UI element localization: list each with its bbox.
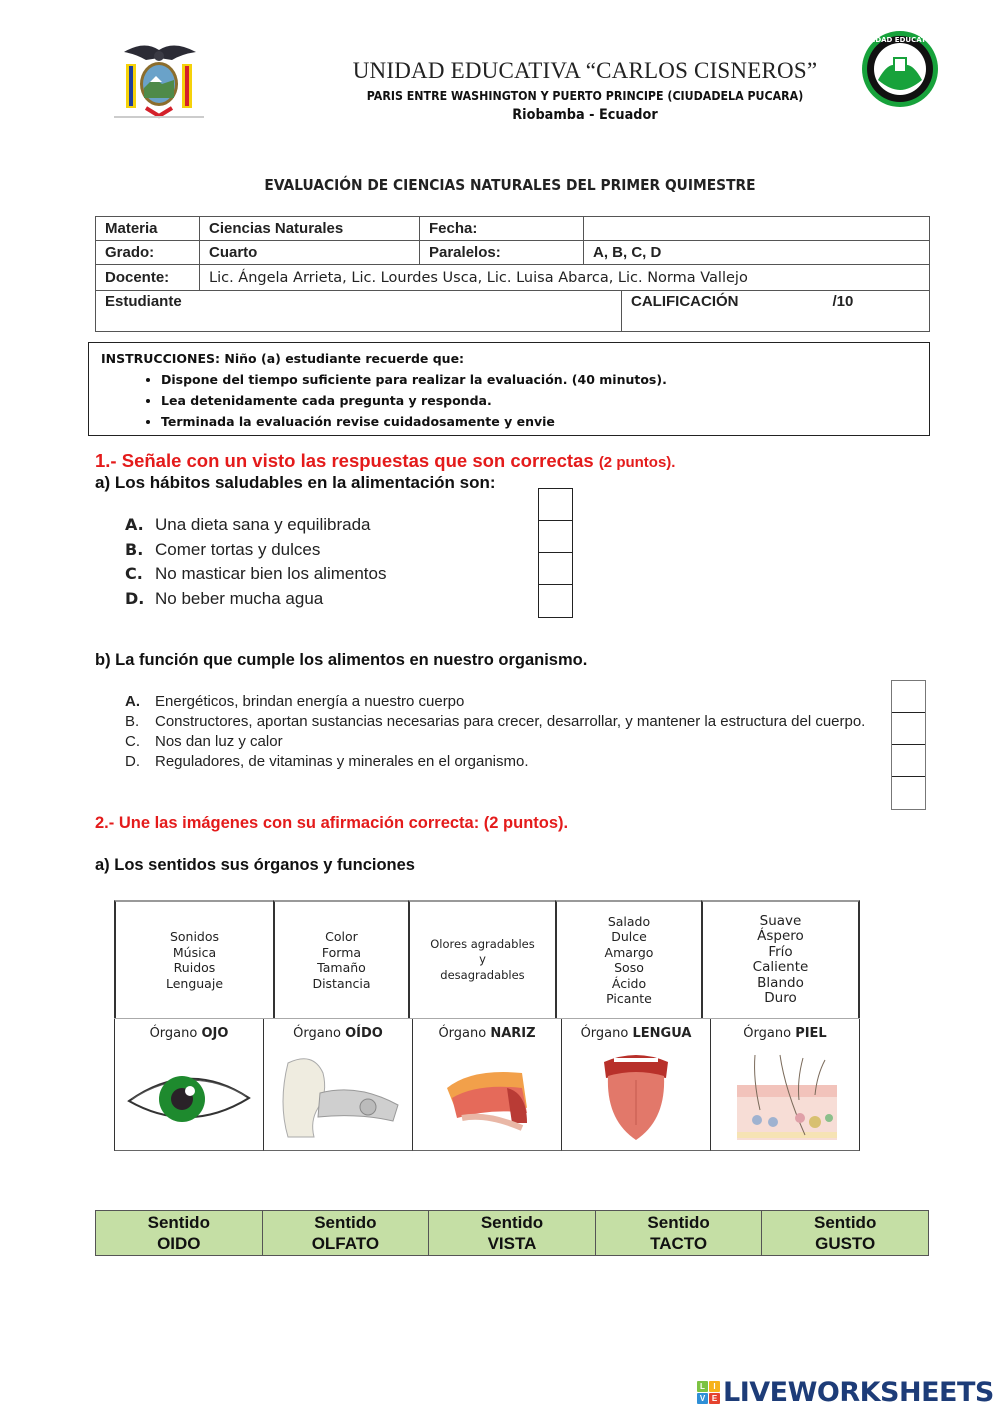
paralelos-label: Paralelos:	[420, 241, 584, 264]
liveworksheets-logo	[697, 1377, 994, 1408]
organ-images-row	[114, 1018, 860, 1151]
checkbox-a[interactable]	[539, 489, 572, 521]
descriptor-card-sight[interactable]: Color Forma Tamaño Distancia	[273, 900, 408, 1018]
question-1-points: (2 puntos).	[598, 454, 676, 471]
sense-cell-gusto[interactable]: Sentido GUSTO	[814, 1213, 877, 1253]
info-row-grado	[96, 241, 929, 265]
skin-icon	[711, 1049, 859, 1146]
info-row-estudiante	[96, 291, 929, 331]
option-c: C. No masticar bien los alimentos	[125, 564, 387, 583]
senses-answer-row	[95, 1210, 929, 1256]
descriptor-card-hearing[interactable]: Sonidos Música Ruidos Lenguaje	[114, 900, 273, 1018]
school-name: UNIDAD EDUCATIVA “CARLOS CISNEROS”	[352, 58, 818, 83]
question-2a-title: a) Los sentidos sus órganos y funciones	[95, 856, 415, 874]
question-1-text: 1.- Señale con un visto las respuestas que son correctas	[95, 450, 594, 471]
option-d: D. No beber mucha agua	[125, 588, 324, 608]
checkbox-a[interactable]	[892, 681, 925, 713]
question-1a-options	[125, 513, 386, 611]
grado-value: Cuarto	[200, 241, 420, 264]
checkbox-d[interactable]	[892, 777, 925, 809]
instructions-box	[88, 342, 930, 436]
school-address: PARIS ENTRE WASHINGTON Y PUERTO PRINCIPE (CIUDADELA PUCARA)	[366, 89, 804, 103]
option-d: D. Reguladores, de vitaminas y minerales en el organismo.	[125, 753, 529, 770]
question-1b-title: b) La función que cumple los alimentos en nuestro organismo.	[95, 651, 588, 669]
descriptor-card-smell[interactable]: Olores agradables y desagradables	[408, 900, 555, 1018]
tongue-icon	[562, 1049, 710, 1146]
estudiante-label: Estudiante	[105, 293, 182, 310]
student-info-table	[95, 216, 930, 332]
question-1a-checkboxes	[538, 488, 573, 618]
materia-value: Ciencias Naturales	[200, 217, 420, 240]
exam-title: EVALUACIÓN DE CIENCIAS NATURALES DEL PRIMER QUIMESTRE	[264, 176, 756, 194]
option-c: C. Nos dan luz y calor	[125, 733, 283, 750]
checkbox-b[interactable]	[539, 521, 572, 553]
organ-card-skin[interactable]: Órgano PIEL	[710, 1019, 860, 1151]
checkbox-c[interactable]	[892, 745, 925, 777]
brand-name: LIVEWORKSHEETS	[723, 1377, 994, 1408]
instructions-list	[129, 369, 667, 432]
question-2-title: 2.- Une las imágenes con su afirmación correcta: (2 puntos).	[95, 814, 569, 832]
docente-label: Docente:	[96, 265, 200, 290]
calificacion-field	[622, 291, 929, 331]
instruction-item: • Lea detenidamente cada pregunta y responda.	[161, 390, 667, 411]
sense-cell-tacto[interactable]: Sentido TACTO	[596, 1211, 763, 1255]
docente-value: Lic. Ángela Arrieta, Lic. Lourdes Usca, Lic. Luisa Abarca, Lic. Norma Vallejo	[209, 269, 748, 286]
instruction-item: • Dispone del tiempo suficiente para realizar la evaluación. (40 minutos).	[161, 369, 667, 390]
checkbox-b[interactable]	[892, 713, 925, 745]
organ-card-eye[interactable]: Órgano OJO	[114, 1019, 263, 1151]
descriptor-card-touch[interactable]: Suave Áspero Frío Caliente Blando Duro	[701, 900, 860, 1018]
estudiante-field[interactable]	[96, 291, 622, 331]
svg-text:UNIDAD EDUCATIVA: UNIDAD EDUCATIVA	[861, 36, 939, 44]
organ-card-tongue[interactable]: Órgano LENGUA	[561, 1019, 710, 1151]
live-cubes-icon: L I V E	[697, 1381, 720, 1404]
instructions-heading: INSTRUCCIONES: Niño (a) estudiante recuerde que:	[101, 351, 465, 366]
ecuador-coat-of-arms-logo	[104, 38, 214, 120]
instruction-item: • Terminada la evaluación revise cuidadosamente y envie	[161, 411, 667, 432]
sense-descriptors-row	[114, 900, 860, 1018]
info-row-materia	[96, 217, 929, 241]
checkbox-d[interactable]	[539, 585, 572, 617]
sense-cell-olfato[interactable]: Sentido OLFATO	[263, 1211, 430, 1255]
fecha-field[interactable]	[584, 217, 929, 240]
calificacion-max: /10	[832, 293, 854, 310]
grado-label: Grado:	[96, 241, 200, 264]
sense-cell-vista[interactable]: Sentido VISTA	[429, 1211, 596, 1255]
question-1b-options	[125, 692, 875, 772]
materia-label: Materia	[96, 217, 200, 240]
nose-icon	[413, 1049, 561, 1146]
organ-card-nose[interactable]: Órgano NARIZ	[412, 1019, 561, 1151]
eye-icon	[115, 1049, 263, 1146]
ear-icon	[264, 1049, 412, 1146]
school-city: Riobamba - Ecuador	[512, 107, 658, 123]
question-1a-title: a) Los hábitos saludables en la alimentación son:	[95, 473, 496, 492]
info-row-docente	[96, 265, 929, 291]
organ-card-ear[interactable]: Órgano OÍDO	[263, 1019, 412, 1151]
fecha-label: Fecha:	[420, 217, 584, 240]
descriptor-card-taste[interactable]: Salado Dulce Amargo Soso Ácido Picante	[555, 900, 701, 1018]
paralelos-value: A, B, C, D	[593, 244, 662, 261]
option-b: B. Constructores, aportan sustancias necesarias para crecer, desarrollar, y mantener la estructura del cuerpo.	[125, 713, 866, 730]
question-1-title	[95, 450, 675, 472]
checkbox-c[interactable]	[539, 553, 572, 585]
option-b: B. Comer tortas y dulces	[125, 539, 321, 559]
option-a: A. Energéticos, brindan energía a nuestro cuerpo	[125, 693, 465, 710]
calificacion-label: CALIFICACIÓN	[631, 293, 739, 310]
sense-cell-oido[interactable]: Sentido OIDO	[96, 1211, 263, 1255]
option-a: A. Una dieta sana y equilibrada	[125, 515, 371, 534]
question-1b-checkboxes	[891, 680, 926, 810]
